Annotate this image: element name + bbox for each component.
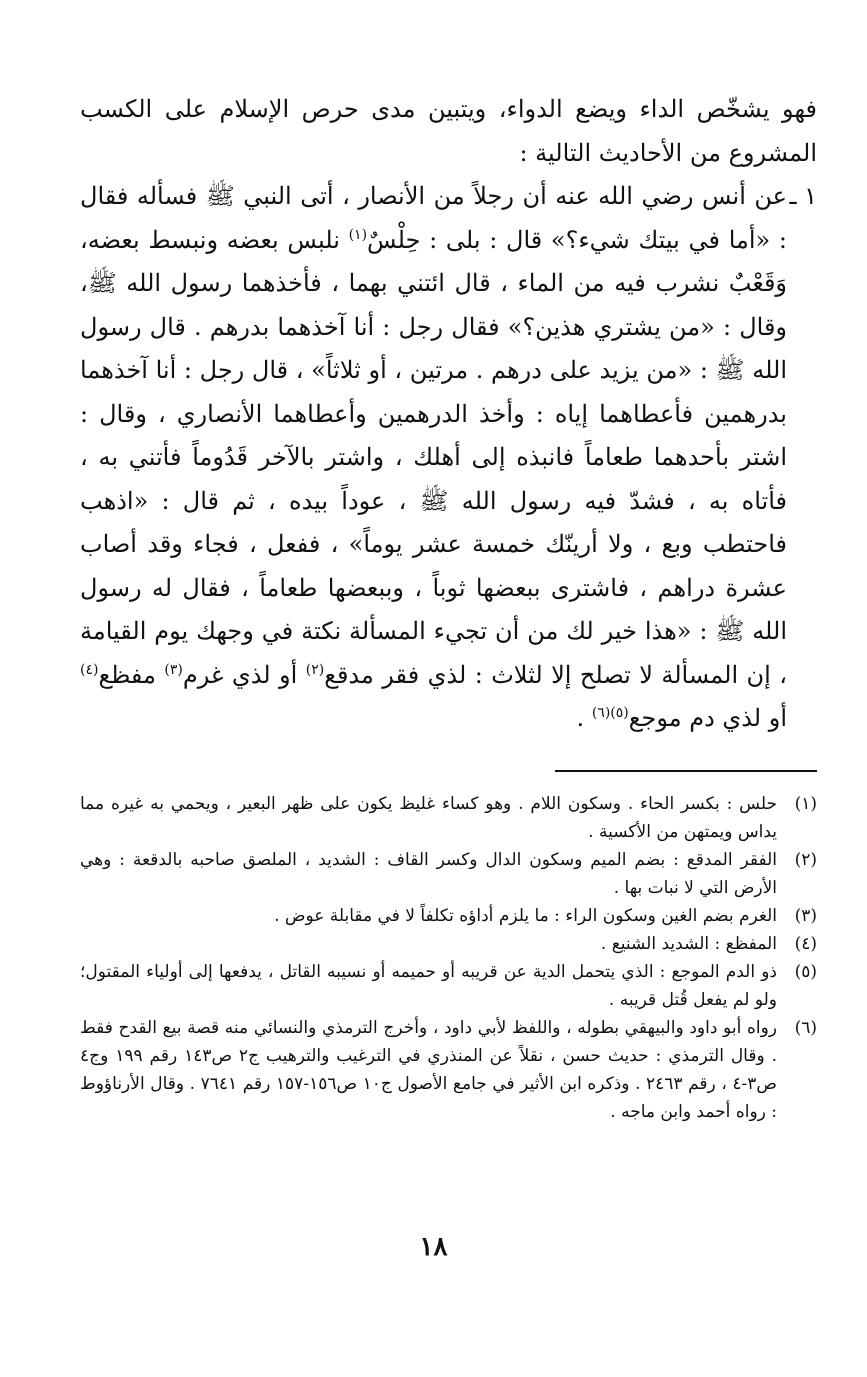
hadith-text-3: أو لذي غرم: [182, 660, 306, 689]
hadith-text-1: عن أنس رضي الله عنه أن رجلاً من الأنصار ، أتى النبي ﷺ فسأله فقال : «أما في بيتك شيء؟» قال : بلى : حِلْسٌ: [80, 182, 787, 254]
footnote-text: الغرم بضم الغين وسكون الراء : ما يلزم أداؤه تكلفاً لا في مقابلة عوض .: [274, 906, 777, 926]
footnote-text: المفظع : الشديد الشنيع .: [600, 934, 777, 954]
footnote-item: [80, 930, 817, 958]
footnote-text: رواه أبو داود والبيهقي بطوله ، واللفظ لأبي داود ، وأخرج الترمذي والنسائي منه قصة بيع القدح فقط . وقال الترمذي : حديث حسن ، نقلاً عن المنذري في الترغيب والترهيب ج٢ ص١٤٣ رقم ١٩٩ وج٤ ص٣-٤ ، رقم ٢٤٦٣ . وذكره ابن الأثير في جامع الأصول ج١٠ ص١٥٦-١٥٧ رقم ٧٦٤١ . وقال الأرناؤوط : رواه أحمد وابن ماجه .: [80, 1018, 777, 1122]
page-number: ١٨: [419, 1232, 448, 1262]
hadith-text-2: نلبس بعضه ونبسط بعضه، وَقَعْبٌ نشرب فيه من الماء ، قال ائتني بهما ، فأخذهما رسول الله ﷺ، وقال : «من يشتري هذين؟» فقال رجل : أنا آخذهما بدرهم . قال رسول الله ﷺ : «من يزيد على درهم . مرتين ، أو ثلاثاً» ، قال رجل : أنا آخذهما بدرهمين فأعطاهما إياه : وأخذ الدرهمين وأعطاهما الأنصاري ، وقال : اشتر بأحدهما طعاماً فانبذه إلى أهلك ، واشتر بالآخر قَدُوماً فأتني به ، فأتاه به ، فشدّ فيه رسول الله ﷺ ، عوداً بيده ، ثم قال : «اذهب فاحتطب وبع ، ولا أرينّك خمسة عشر يوماً» ، ففعل ، فجاء وقد أصاب عشرة دراهم ، فاشترى ببعضها ثوباً ، وببعضها طعاماً ، فقال له رسول الله ﷺ : «هذا خير لك من أن تجيء المسألة نكتة في وجهك يوم القيامة ، إن المسألة لا تصلح إلا لثلاث : لذي فقر مدقع: [80, 225, 788, 689]
footnote-number: (٦): [794, 1018, 817, 1038]
footnote-item: [80, 958, 817, 1014]
footnote-number: (٣): [794, 906, 817, 926]
footnote-number: (٢): [794, 850, 817, 870]
footnote-item: [80, 1014, 817, 1126]
footnote-separator: [555, 770, 817, 772]
footnote-text: الفقر المدقع : بضم الميم وسكون الدال وكسر القاف : الشديد ، الملصق صاحبه بالدقعة : وهي الأرض التي لا نبات بها .: [80, 850, 777, 898]
intro-paragraph: فهو يشخّص الداء ويضع الدواء، ويتبين مدى حرص الإسلام على الكسب المشروع من الأحاديث التالية :: [80, 95, 817, 167]
footnote-text: حلس : بكسر الحاء . وسكون اللام . وهو كساء غليظ يكون على ظهر البعير ، ويحمي به غيره مما يداس ويمتهن من الأكسية .: [80, 794, 777, 842]
hadith-text-4: مفظع: [98, 660, 165, 689]
footnote-ref-4: (٤): [80, 661, 99, 678]
hadith-text-5: أو لذي دم موجع: [628, 704, 787, 732]
hadith-item: [80, 175, 817, 741]
footnote-item: [80, 790, 817, 846]
footnote-item: [80, 846, 817, 902]
footnote-ref-2: (٢): [305, 661, 325, 678]
hadith-end: .: [576, 704, 592, 732]
footnote-number: (٥): [794, 962, 817, 982]
footnote-item: [80, 902, 817, 930]
footnote-ref-1: (١): [348, 226, 368, 243]
footnote-number: (٤): [794, 934, 817, 954]
footnote-number: (١): [794, 794, 817, 814]
footnotes: [80, 790, 817, 1126]
main-text: [80, 88, 817, 741]
footnote-ref-6: (٦): [591, 705, 611, 721]
footnote-ref-5: (٥): [610, 705, 629, 721]
item-number: ١ ـ: [789, 182, 817, 210]
footnote-ref-3: (٣): [164, 661, 183, 678]
footnote-text: ذو الدم الموجع : الذي يتحمل الدية عن قريبه أو حميمه أو نسيبه القاتل ، يدفعها إلى أولياء المقتول؛ ولو لم يفعل قُتل قريبه .: [80, 962, 777, 1010]
